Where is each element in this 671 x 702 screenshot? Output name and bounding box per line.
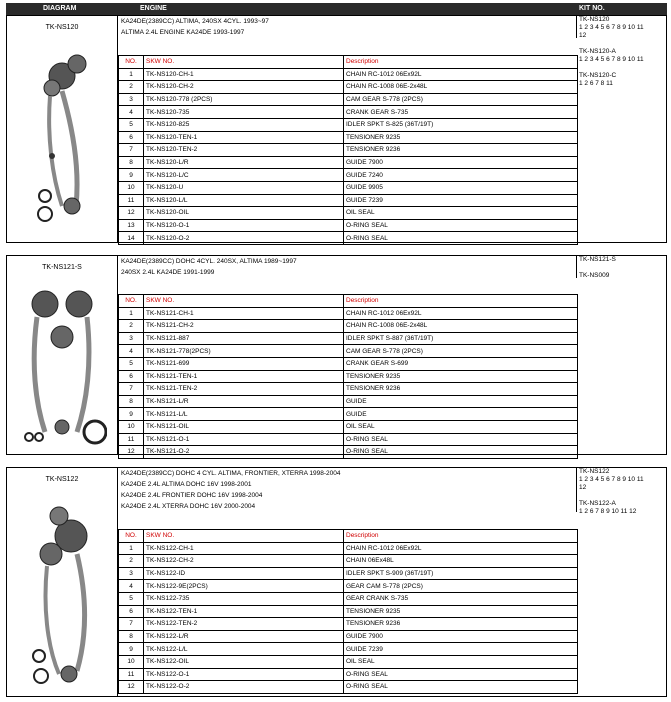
table-row	[119, 567, 578, 580]
part-number-index: 8	[119, 395, 144, 408]
part-description: TENSIONER 9236	[344, 144, 578, 157]
part-description: GEAR CAM S-778 (2PCS)	[344, 580, 578, 593]
part-description: O-RING SEAL	[344, 681, 578, 694]
part-number-index: 7	[119, 618, 144, 631]
part-number-index: 4	[119, 106, 144, 119]
skw-part-number: TK-NS122-O-1	[144, 668, 344, 681]
skw-part-number: TK-NS121-CH-2	[144, 320, 344, 333]
skw-part-number: TK-NS122-TEN-1	[144, 605, 344, 618]
engine-column-header: ENGINE	[140, 5, 167, 12]
kit-line: 12	[579, 484, 587, 491]
table-row	[119, 668, 578, 681]
part-number-index: 11	[119, 433, 144, 446]
part-description: GUIDE 7239	[344, 194, 578, 207]
part-description: GUIDE	[344, 395, 578, 408]
table-row	[119, 81, 578, 94]
table-row	[119, 420, 578, 433]
part-description: CRANK GEAR S-699	[344, 357, 578, 370]
kit-line: 1 2 6 7 8 11	[579, 80, 613, 87]
kit-line: TK-NS122	[579, 468, 610, 475]
kit-line	[577, 40, 666, 48]
table-row	[119, 395, 578, 408]
kit-block-ns121	[6, 255, 667, 455]
skw-part-number: TK-NS120-L/R	[144, 156, 344, 169]
skw-part-number: TK-NS122-CH-2	[144, 555, 344, 568]
table-row	[119, 383, 578, 396]
part-description: CHAIN RC-1012 06Ex92L	[344, 68, 578, 81]
engine-cell	[118, 468, 577, 512]
skw-part-number: TK-NS121-CH-1	[144, 307, 344, 320]
table-row	[119, 118, 578, 131]
part-description: O-RING SEAL	[344, 446, 578, 459]
table-row	[119, 93, 578, 106]
skw-part-number: TK-NS121-778(2PCS)	[144, 345, 344, 358]
part-number-index: 6	[119, 370, 144, 383]
kit-number-cell	[577, 256, 666, 280]
table-row	[119, 156, 578, 169]
diagram-cell	[7, 256, 118, 454]
part-number-index: 9	[119, 643, 144, 656]
table-row	[119, 592, 578, 605]
part-description: GUIDE 7900	[344, 630, 578, 643]
table-row	[119, 630, 578, 643]
kit-line	[577, 264, 666, 272]
skw-part-number: TK-NS121-O-1	[144, 433, 344, 446]
part-description: OIL SEAL	[344, 420, 578, 433]
part-number-index: 5	[119, 118, 144, 131]
diagram-cell	[7, 468, 118, 696]
diagram-cell	[7, 16, 118, 242]
part-number-index: 2	[119, 81, 144, 94]
part-description: CRANK GEAR S-735	[344, 106, 578, 119]
part-number-index: 2	[119, 320, 144, 333]
table-row	[119, 643, 578, 656]
table-row	[119, 106, 578, 119]
skw-header: SKW NO.	[144, 295, 344, 308]
description-header: Description	[344, 530, 578, 543]
engine-line: ALTIMA 2.4L ENGINE KA24DE 1993-1997	[121, 29, 245, 36]
table-row	[119, 605, 578, 618]
skw-part-number: TK-NS122-O-2	[144, 681, 344, 694]
part-number-index: 13	[119, 219, 144, 232]
part-description: CAM GEAR S-778 (2PCS)	[344, 345, 578, 358]
part-description: O-RING SEAL	[344, 219, 578, 232]
skw-part-number: TK-NS120-TEN-1	[144, 131, 344, 144]
part-number-index: 9	[119, 408, 144, 421]
engine-line: KA24DE 2.4L FRONTIER DOHC 16V 1998-2004	[121, 492, 263, 499]
timing-kit-image	[17, 282, 107, 447]
engine-line: KA24DE(2389CC) DOHC 4CYL. 240SX, ALTIMA 1989~1997	[121, 258, 297, 265]
engine-line: KA24DE(2389CC) ALTIMA, 240SX 4CYL. 1993~97	[121, 18, 269, 25]
part-number-index: 10	[119, 181, 144, 194]
table-row	[119, 446, 578, 459]
kit-block-ns122	[6, 467, 667, 697]
skw-part-number: TK-NS122-9E(2PCS)	[144, 580, 344, 593]
table-row	[119, 169, 578, 182]
table-row	[119, 370, 578, 383]
timing-kit-image	[32, 46, 102, 231]
skw-part-number: TK-NS120-735	[144, 106, 344, 119]
description-header: Description	[344, 295, 578, 308]
timing-kit-image	[29, 496, 104, 691]
kit-line: 1 2 6 7 8 9 10 11 12	[579, 508, 637, 515]
skw-part-number: TK-NS122-L/L	[144, 643, 344, 656]
engine-line: KA24DE(2389CC) DOHC 4 CYL. ALTIMA, FRONTIER, XTERRA 1998-2004	[121, 470, 341, 477]
part-number-index: 4	[119, 345, 144, 358]
skw-part-number: TK-NS122-CH-1	[144, 542, 344, 555]
part-description: GUIDE 7900	[344, 156, 578, 169]
kit-line: TK-NS121-S	[579, 256, 616, 263]
kit-line	[577, 492, 666, 500]
skw-part-number: TK-NS122-TEN-2	[144, 618, 344, 631]
part-number-index: 11	[119, 668, 144, 681]
table-row	[119, 194, 578, 207]
table-row	[119, 618, 578, 631]
skw-part-number: TK-NS121-TEN-1	[144, 370, 344, 383]
skw-part-number: TK-NS120-778 (2PCS)	[144, 93, 344, 106]
skw-part-number: TK-NS120-CH-1	[144, 68, 344, 81]
part-number-index: 1	[119, 307, 144, 320]
part-number-index: 12	[119, 446, 144, 459]
part-description: IDLER SPKT S-909 (36T/19T)	[344, 567, 578, 580]
table-row	[119, 655, 578, 668]
engine-line: KA24DE 2.4L XTERRA DOHC 16V 2000-2004	[121, 503, 256, 510]
kit-line: TK-NS120-A	[579, 48, 616, 55]
skw-header: SKW NO.	[144, 56, 344, 69]
kit-block-ns120	[6, 15, 667, 243]
kit-line: 1 2 3 4 5 6 7 8 9 10 11	[579, 476, 644, 483]
part-number-index: 6	[119, 131, 144, 144]
part-description: IDLER SPKT S-887 (36T/19T)	[344, 332, 578, 345]
kit-diagram-label: TK-NS122	[45, 476, 79, 483]
part-number-index: 3	[119, 93, 144, 106]
kit-line: TK-NS120-C	[579, 72, 617, 79]
table-row	[119, 681, 578, 694]
engine-cell	[118, 256, 577, 278]
part-description: TENSIONER 9235	[344, 131, 578, 144]
no-header: NO.	[119, 56, 144, 69]
skw-part-number: TK-NS121-L/L	[144, 408, 344, 421]
part-description: GUIDE 7239	[344, 643, 578, 656]
part-number-index: 9	[119, 169, 144, 182]
table-row	[119, 181, 578, 194]
part-description: CHAIN RC-1012 06Ex92L	[344, 542, 578, 555]
table-row	[119, 357, 578, 370]
part-number-index: 1	[119, 542, 144, 555]
parts-table-header	[119, 295, 578, 308]
description-header: Description	[344, 56, 578, 69]
skw-part-number: TK-NS121-L/R	[144, 395, 344, 408]
skw-part-number: TK-NS121-699	[144, 357, 344, 370]
table-row	[119, 433, 578, 446]
no-header: NO.	[119, 530, 144, 543]
part-description: CHAIN RC-1008 06E-2x48L	[344, 81, 578, 94]
part-number-index: 1	[119, 68, 144, 81]
kit-number-cell	[577, 16, 666, 88]
kit-number-cell	[577, 468, 666, 516]
part-description: O-RING SEAL	[344, 232, 578, 245]
parts-table	[118, 55, 578, 245]
engine-cell	[118, 16, 577, 38]
skw-part-number: TK-NS120-CH-2	[144, 81, 344, 94]
parts-table-header	[119, 530, 578, 543]
table-row	[119, 219, 578, 232]
kit-line: TK-NS122-A	[579, 500, 616, 507]
part-description: TENSIONER 9235	[344, 605, 578, 618]
part-number-index: 8	[119, 630, 144, 643]
table-row	[119, 144, 578, 157]
skw-part-number: TK-NS120-O-1	[144, 219, 344, 232]
part-number-index: 11	[119, 194, 144, 207]
part-number-index: 3	[119, 332, 144, 345]
part-description: GEAR CRANK S-735	[344, 592, 578, 605]
no-header: NO.	[119, 295, 144, 308]
skw-part-number: TK-NS121-OIL	[144, 420, 344, 433]
part-number-index: 10	[119, 655, 144, 668]
catalog-header	[6, 3, 667, 15]
skw-part-number: TK-NS120-825	[144, 118, 344, 131]
skw-part-number: TK-NS120-OIL	[144, 207, 344, 220]
part-number-index: 10	[119, 420, 144, 433]
part-number-index: 2	[119, 555, 144, 568]
skw-part-number: TK-NS122-L/R	[144, 630, 344, 643]
skw-part-number: TK-NS120-U	[144, 181, 344, 194]
table-row	[119, 68, 578, 81]
skw-part-number: TK-NS120-L/L	[144, 194, 344, 207]
diagram-column-header: DIAGRAM	[43, 5, 77, 12]
part-number-index: 3	[119, 567, 144, 580]
table-row	[119, 332, 578, 345]
engine-line: 240SX 2.4L KA24DE 1991-1999	[121, 269, 215, 276]
table-row	[119, 207, 578, 220]
engine-line: KA24DE 2.4L ALTIMA DOHC 16V 1998-2001	[121, 481, 252, 488]
part-description: GUIDE 9905	[344, 181, 578, 194]
kit-no-column-header: KIT NO.	[579, 5, 605, 12]
table-row	[119, 131, 578, 144]
part-description: CAM GEAR S-778 (2PCS)	[344, 93, 578, 106]
part-description: TENSIONER 9236	[344, 618, 578, 631]
table-row	[119, 320, 578, 333]
skw-part-number: TK-NS122-OIL	[144, 655, 344, 668]
skw-part-number: TK-NS120-TEN-2	[144, 144, 344, 157]
part-description: CHAIN 06Ex48L	[344, 555, 578, 568]
part-number-index: 5	[119, 592, 144, 605]
part-description: CHAIN RC-1008 06E-2x48L	[344, 320, 578, 333]
kit-diagram-label: TK-NS120	[45, 24, 79, 31]
parts-table-header	[119, 56, 578, 69]
skw-part-number: TK-NS120-O-2	[144, 232, 344, 245]
part-number-index: 7	[119, 383, 144, 396]
part-description: OIL SEAL	[344, 655, 578, 668]
table-row	[119, 408, 578, 421]
skw-part-number: TK-NS121-O-2	[144, 446, 344, 459]
part-description: O-RING SEAL	[344, 433, 578, 446]
skw-part-number: TK-NS122-ID	[144, 567, 344, 580]
part-number-index: 4	[119, 580, 144, 593]
table-row	[119, 345, 578, 358]
skw-part-number: TK-NS120-L/C	[144, 169, 344, 182]
parts-table	[118, 529, 578, 694]
kit-line: TK-NS120	[579, 16, 610, 23]
part-description: OIL SEAL	[344, 207, 578, 220]
part-number-index: 12	[119, 681, 144, 694]
kit-line: 1 2 3 4 5 6 7 8 9 10 11	[579, 24, 644, 31]
part-description: CHAIN RC-1012 06Ex92L	[344, 307, 578, 320]
table-row	[119, 232, 578, 245]
table-row	[119, 307, 578, 320]
part-description: O-RING SEAL	[344, 668, 578, 681]
part-description: TENSIONER 9235	[344, 370, 578, 383]
table-row	[119, 580, 578, 593]
part-description: GUIDE 7240	[344, 169, 578, 182]
kit-line: 12	[579, 32, 587, 39]
part-description: IDLER SPKT S-825 (36T/19T)	[344, 118, 578, 131]
part-number-index: 14	[119, 232, 144, 245]
skw-header: SKW NO.	[144, 530, 344, 543]
part-number-index: 8	[119, 156, 144, 169]
table-row	[119, 542, 578, 555]
skw-part-number: TK-NS122-735	[144, 592, 344, 605]
part-description: GUIDE	[344, 408, 578, 421]
skw-part-number: TK-NS121-TEN-2	[144, 383, 344, 396]
kit-diagram-label: TK-NS121-S	[42, 264, 82, 271]
parts-table	[118, 294, 578, 459]
part-number-index: 7	[119, 144, 144, 157]
part-description: TENSIONER 9236	[344, 383, 578, 396]
kit-line	[577, 64, 666, 72]
part-number-index: 12	[119, 207, 144, 220]
kit-line: TK-NS009	[579, 272, 610, 279]
part-number-index: 6	[119, 605, 144, 618]
part-number-index: 5	[119, 357, 144, 370]
skw-part-number: TK-NS121-887	[144, 332, 344, 345]
kit-line: 1 2 3 4 5 6 7 8 9 10 11	[579, 56, 644, 63]
table-row	[119, 555, 578, 568]
